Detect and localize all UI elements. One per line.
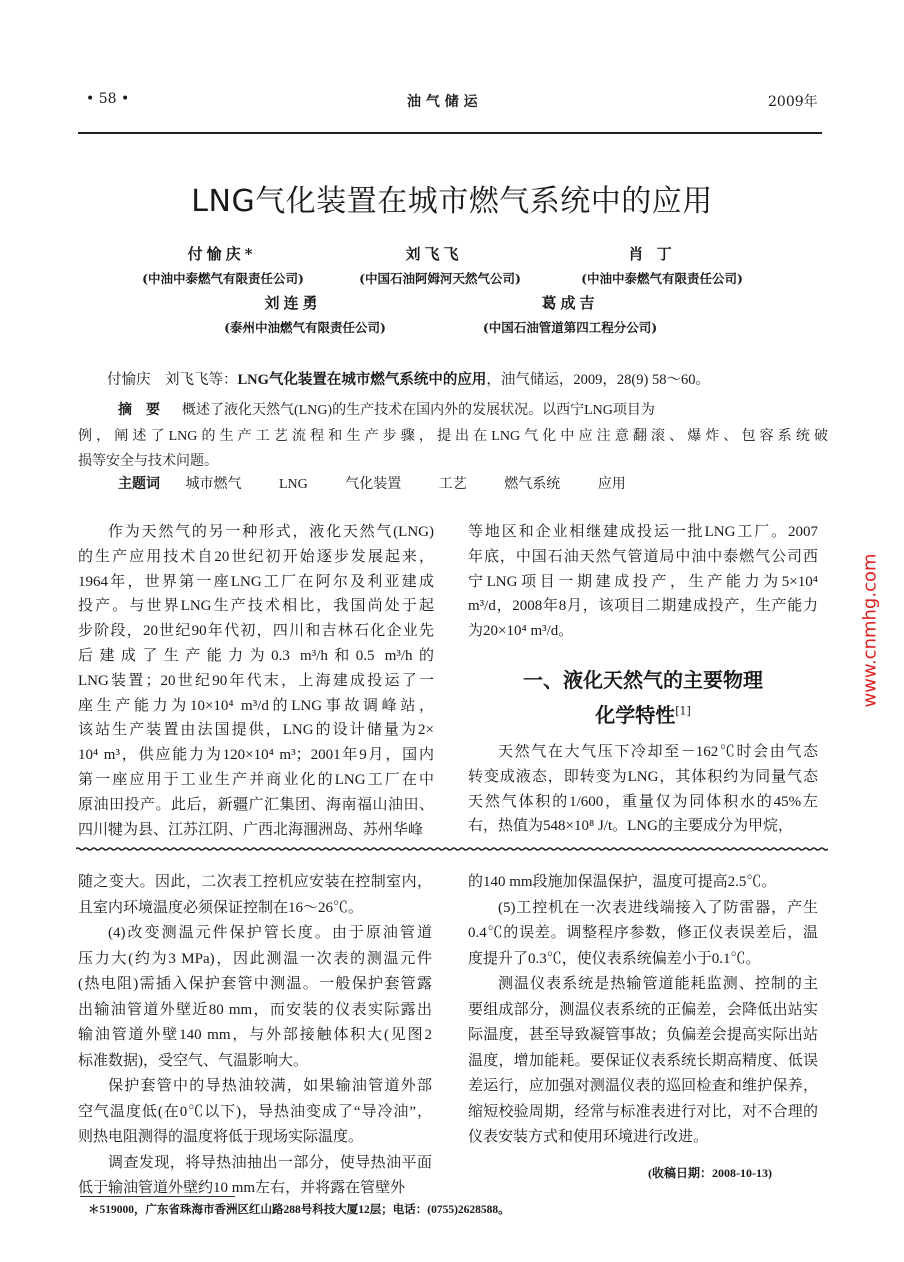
citation-authors: 付愉庆 刘飞飞等： [107,372,238,388]
body-text-line: 第一座应用于工业生产并商业化的LNG工厂在中 [78,771,434,788]
body-text-line: 四川犍为县、江苏江阴、广西北海涠洲岛、苏州华峰 [78,821,424,838]
section-heading [468,664,818,728]
keywords [118,473,660,493]
body-text-line: 右，热值为548×10⁸ J/t。LNG的主要成分为甲烷， [468,818,793,835]
body-text-line: 天然气体积的1/600，重量仅为同体积水的45%左 [468,793,818,810]
keyword: 应用 [597,477,626,492]
body-text-line: 年底，中国石油天然气管道局中油中泰燃气公司西 [468,548,818,565]
body-text-line: m³/d，2008年8月，该项目二期建成投产，生产能力 [468,598,818,615]
header-rule [78,132,822,134]
body-text-line: 0.4℃的误差。调整程序参数，修正仪表误差后，温 [468,925,818,941]
body-text-line: 宁LNG项目一期建成投产，生产能力为5×10⁴ [468,573,818,590]
keywords-label: 主题词 [118,477,160,492]
body-text-line: 空气温度低(在0℃以下)，导热油变成了“导冷油”， [78,1103,432,1120]
body-text-line: 缩短校验周期，经常与标准表进行对比，对不合理的 [468,1103,818,1120]
body-text-line: 后建成了生产能力为0.3 m³/h和0.5 m³/h的 [78,647,434,664]
abstract [78,398,828,475]
body-text-line: (4)改变测温元件保护管长度。由于原油管道 [108,925,432,941]
body-text-line: 则热电阻测得的温度将低于现场实际温度。 [78,1129,364,1145]
wavy-divider [76,846,828,852]
body-text-line: 且室内环境温度必须保证控制在16～26℃。 [78,899,364,916]
column-bottom-right [468,870,818,1151]
section-heading-line [468,699,818,728]
body-text-line: 度提升了0.3℃，使仪表系统偏差小于0.1℃。 [468,950,761,967]
body-text-line: 天然气在大气压下冷却至－162℃时会由气态 [498,744,818,760]
author-affiliation: (中油中泰燃气有限责任公司) [142,271,304,286]
column-bottom-left [78,870,432,1202]
article-title: LNG气化装置在城市燃气系统中的应用 [191,184,713,219]
citation-source: ，油气储运，2009，28(9) 58～60。 [486,372,710,388]
body-text-line: 1964年，世界第一座LNG工厂在阿尔及利亚建成 [78,573,434,590]
body-text-line: 的生产应用技术自20世纪初开始逐步发展起来， [78,548,434,565]
page-number: • 58 • [86,91,130,107]
watermark: www.cnmhg.com [859,553,881,708]
header-year: 2009年 [768,94,818,110]
body-text-line: 的140 mm段施加保温保护，温度可提高2.5℃。 [468,874,777,890]
body-text-line: 要组成部分，测温仪表系统的正偏差，会降低出站实 [468,1001,818,1018]
keyword: 城市燃气 [185,477,242,492]
body-text-line: LNG装置；20世纪90年代末，上海建成投运了一 [78,672,434,689]
section-heading-line: 一、液化天然气的主要物理 [523,668,763,692]
body-text-line: 温度，增加能耗。要保证仪表系统长期高精度、低误 [468,1052,818,1069]
author-name: 葛成吉 [541,294,599,312]
body-text-line: 等地区和企业相继建成投运一批LNG工厂。2007 [468,524,818,540]
abstract-text: 概述了液化天然气(LNG)的生产技术在国内外的发展状况。以西宁LNG项目为 [182,403,655,418]
body-text-line: 10⁴ m³，供应能力为120×10⁴ m³；2001年9月，国内 [78,747,434,764]
body-text-line: 为20×10⁴ m³/d。 [468,623,574,640]
body-text-line: 保护套管中的导热油较满，如果输油管道外部 [108,1078,432,1094]
body-text-line: (5)工控机在一次表进线端接入了防雷器，产生 [498,899,818,916]
body-text-line: 调查发现，将导热油抽出一部分，使导热油平面 [108,1154,432,1171]
keyword: 工艺 [438,477,467,492]
abstract-line [78,398,828,424]
journal-name: 油 气 储 运 [407,94,478,110]
keyword: 燃气系统 [504,477,561,492]
body-text-line: 际温度，甚至导致凝管事故；负偏差会提高实际出站 [468,1027,818,1043]
body-text-line: 随之变大。因此，二次表工控机应安装在控制室内， [78,874,432,890]
keyword: LNG [279,477,308,492]
body-text-line: 差运行，应加强对测温仪表的巡回检查和维护保养， [468,1078,818,1094]
body-text-line: 转变成液态，即转变为LNG，其体积约为同量气态 [468,768,818,785]
body-text-line: 该站生产装置由法国提供，LNG的设计储量为2× [78,722,434,739]
body-text-line: 投产。与世界LNG生产技术相比，我国尚处于起 [78,598,434,615]
body-text-line: 输油管道外壁140 mm，与外部接触体积大(见图2 [78,1027,432,1043]
body-text-line: 作为天然气的另一种形式，液化天然气(LNG) [108,524,434,540]
column-top-right [468,520,818,644]
body-text-line: 测温仪表系统是热输管道能耗监测、控制的主 [498,976,818,992]
author-affiliation: (泰州中油燃气有限责任公司) [224,320,386,335]
body-text-line: 低于输油管道外壁约10 mm左右，并将露在管壁外 [78,1180,406,1196]
author-name: 刘飞飞 [405,245,463,263]
citation [107,368,710,389]
section-heading-text: 化学特性 [595,703,676,727]
keyword: 气化装置 [345,477,402,492]
body-text-line: 座生产能力为10×10⁴ m³/d的LNG事故调峰站， [78,697,434,714]
column-top-left [78,520,434,842]
received-date: (收稿日期：2008-10-13) [648,1166,772,1180]
author-name: 付愉庆* [187,245,257,263]
abstract-line: 损等安全与技术问题。 [78,454,218,469]
body-text-line: (热电阻)需插入保护套管中测温。一般保护套管露 [78,976,432,992]
body-text-line: 仪表安装方式和使用环境进行改进。 [468,1129,709,1145]
body-text-line: 出输油管道外壁近80 mm，而安装的仪表实际露出 [78,1001,432,1018]
citation-title: LNG气化装置在城市燃气系统中的应用 [237,372,487,388]
body-text-line: 步阶段，20世纪90年代初，四川和吉林石化企业先 [78,623,434,640]
citation-ref: [1] [675,704,691,718]
body-text-line: 标准数据)，受空气、气温影响大。 [78,1052,308,1069]
body-text-line: 原油田投产。此后，新疆广汇集团、海南福山油田、 [78,796,434,813]
author-affiliation: (中国石油阿姆河天然气公司) [359,271,521,286]
author-affiliation: (中油中泰燃气有限责任公司) [581,271,743,286]
author-name: 肖 丁 [628,245,676,263]
author-affiliation: (中国石油管道第四工程分公司) [482,320,658,335]
footnote: ＊519000，广东省珠海市香洲区红山路288号科技大厦12层；电话：(0755)2628588。 [88,1204,510,1216]
author-name: 刘连勇 [264,294,322,312]
footnote-rule [80,1196,235,1197]
body-text-line: 压力大(约为3 MPa)，因此测温一次表的测温元件 [78,950,432,967]
column-top-right-cont [468,740,818,839]
abstract-label: 摘 要 [118,403,160,418]
abstract-line: 例，阐述了LNG的生产工艺流程和生产步骤，提出在LNG气化中应注意翻滚、爆炸、包容系统破 [78,428,828,444]
